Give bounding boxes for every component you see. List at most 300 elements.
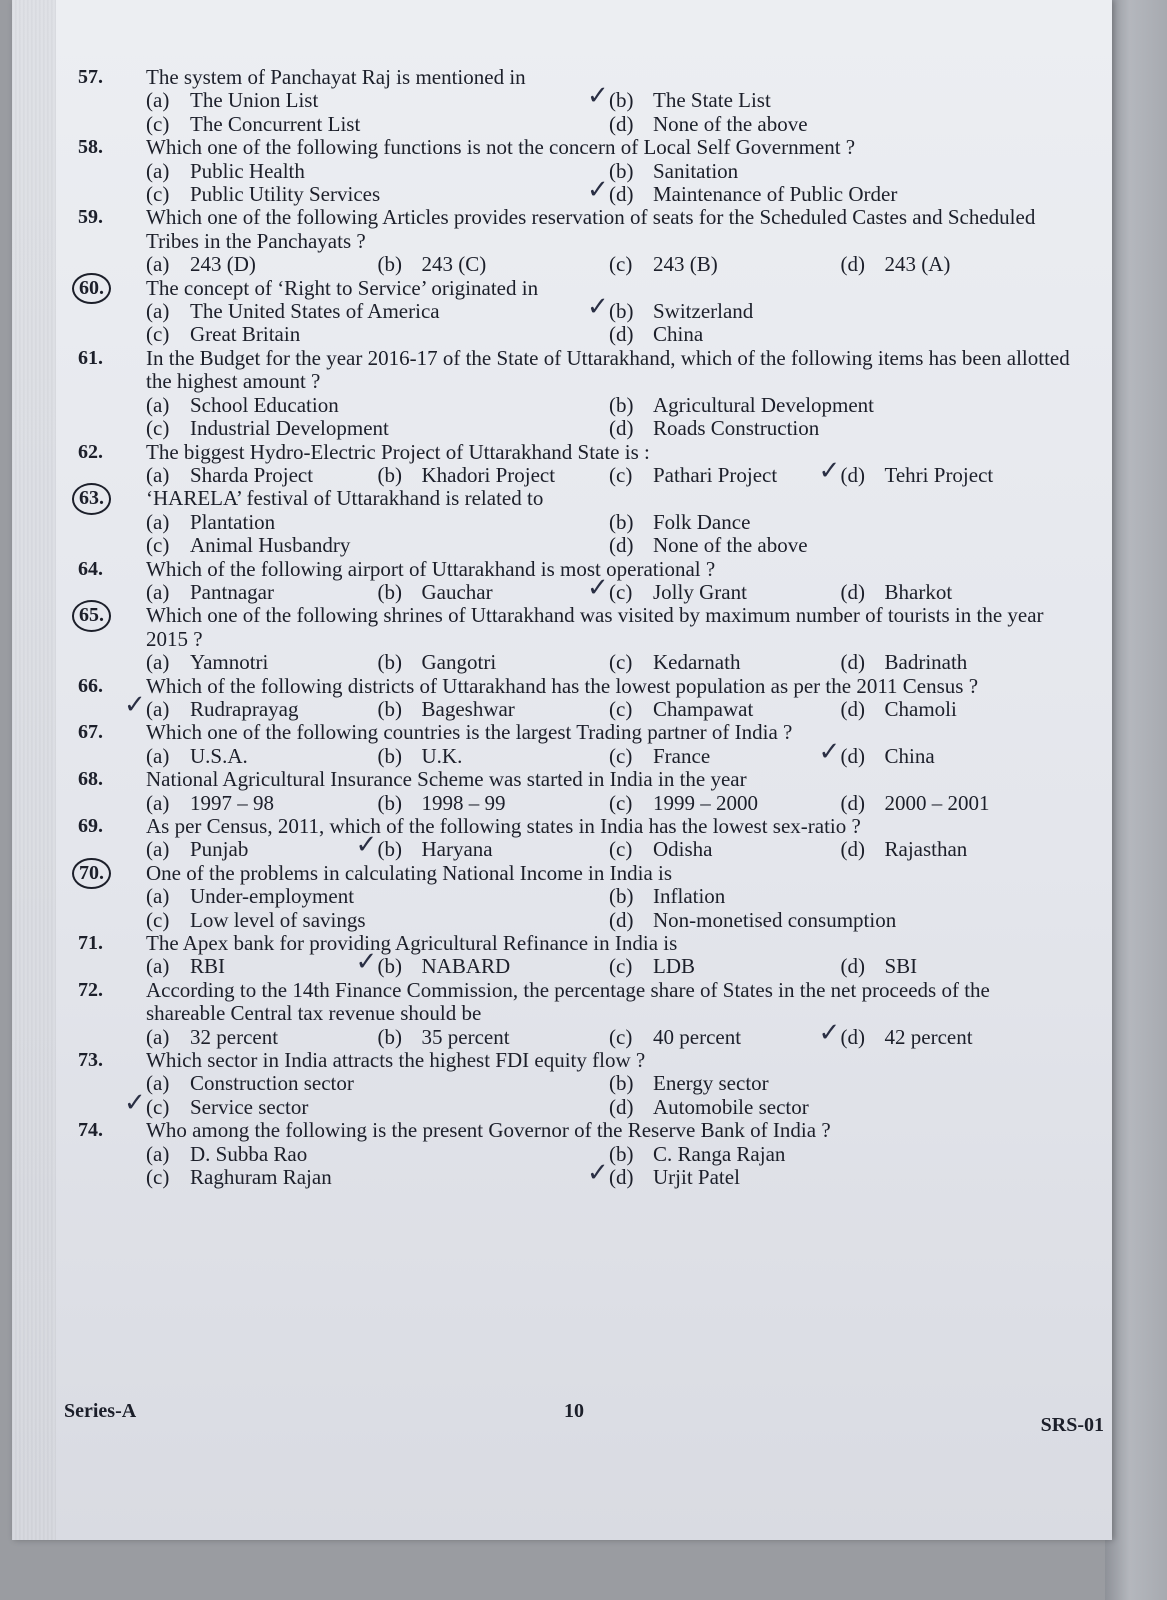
question-text: Who among the following is the present Governor of the Reserve Bank of India ?	[146, 1118, 831, 1143]
question-item	[72, 66, 1072, 136]
option-letter: (c)	[609, 696, 633, 721]
option-text: Animal Husbandry	[190, 533, 351, 558]
option-text: Construction sector	[190, 1071, 354, 1096]
option-text: Punjab	[190, 837, 249, 862]
check-mark-icon: ✓	[818, 455, 841, 486]
question-item	[72, 604, 1072, 674]
question-text: In the Budget for the year 2016-17 of the State of Uttarakhand, which of the following items has been allotted the highest amount ?	[146, 345, 1070, 394]
options-group	[146, 947, 1072, 979]
option-letter: (d)	[609, 182, 634, 207]
question-item	[72, 1049, 1072, 1119]
question-item	[72, 862, 1072, 932]
option-text: 2000 – 2001	[884, 790, 990, 815]
option-letter: (d)	[840, 743, 865, 768]
question-item	[72, 815, 1072, 862]
options-group	[146, 455, 1072, 487]
check-mark-icon: ✓	[587, 175, 609, 206]
question-number: 65.	[72, 600, 111, 631]
question-text: The concept of ‘Right to Service’ originated in	[146, 275, 539, 300]
option-letter: (b)	[377, 790, 402, 815]
answer-option	[609, 885, 1072, 908]
option-text: Great Britain	[190, 322, 301, 347]
options-group	[124, 1071, 1072, 1119]
answer-option	[146, 1072, 609, 1095]
option-text: Raghuram Rajan	[190, 1165, 332, 1190]
option-letter: (a)	[146, 509, 170, 534]
option-text: China	[884, 743, 935, 768]
answer-option	[841, 955, 1073, 978]
option-letter: (b)	[609, 158, 634, 183]
option-letter: (b)	[609, 1071, 634, 1096]
option-letter: (d)	[840, 790, 865, 815]
option-letter: (b)	[377, 252, 402, 277]
question-item	[72, 487, 1072, 557]
answer-option	[146, 1143, 609, 1166]
question-item	[72, 558, 1072, 605]
option-text: Gauchar	[421, 579, 493, 604]
option-text: Yamnotri	[190, 650, 269, 675]
option-letter: (d)	[840, 696, 865, 721]
option-text: Chamoli	[884, 696, 957, 721]
question-text: National Agricultural Insurance Scheme was started in India in the year	[146, 767, 747, 792]
option-letter: (c)	[146, 1094, 170, 1119]
option-letter: (a)	[146, 158, 170, 183]
exam-page	[12, 0, 1112, 1540]
answer-option	[609, 394, 1072, 417]
options-group	[146, 885, 1072, 932]
answer-option	[587, 572, 841, 604]
question-text: Which one of the following shrines of Uttarakhand was visited by maximum number of tourists in the year 2015 ?	[146, 603, 1044, 651]
question-number: 61.	[78, 346, 103, 369]
option-text: Public Health	[190, 158, 305, 183]
answer-option	[378, 1026, 610, 1049]
question-item	[72, 347, 1072, 441]
question-text: Which one of the following countries is the largest Trading partner of India ?	[146, 720, 793, 745]
option-text: The Union List	[190, 88, 319, 113]
answer-option	[841, 838, 1073, 861]
check-mark-icon: ✓	[587, 572, 609, 603]
option-letter: (c)	[609, 954, 633, 979]
options-group	[146, 511, 1072, 558]
option-text: Plantation	[190, 509, 276, 534]
answer-option	[609, 464, 841, 487]
question-item	[72, 675, 1072, 722]
answer-option	[146, 792, 378, 815]
option-text: NABARD	[421, 954, 511, 979]
answer-option	[378, 792, 610, 815]
answer-option	[587, 1158, 1072, 1190]
answer-option	[146, 300, 609, 323]
option-text: Jolly Grant	[653, 579, 747, 604]
option-text: Bharkot	[884, 579, 953, 604]
option-text: Folk Dance	[653, 509, 751, 534]
question-number: 64.	[78, 557, 103, 580]
question-text: As per Census, 2011, which of the following states in India has the lowest sex-ratio ?	[146, 814, 861, 838]
option-letter: (b)	[377, 743, 402, 768]
answer-option	[124, 689, 378, 721]
answer-option	[609, 909, 1072, 932]
question-item	[72, 277, 1072, 347]
option-text: Switzerland	[653, 299, 754, 324]
answer-option	[587, 175, 1072, 207]
option-letter: (d)	[840, 837, 865, 862]
option-letter: (a)	[146, 88, 170, 113]
answer-option	[378, 651, 610, 674]
question-item	[72, 441, 1072, 488]
answer-option	[587, 292, 1072, 324]
option-text: Urjit Patel	[653, 1165, 740, 1190]
option-letter: (c)	[609, 790, 633, 815]
answer-option	[609, 323, 1072, 346]
question-item	[72, 1119, 1072, 1189]
option-letter: (a)	[146, 696, 170, 721]
answer-option	[841, 792, 1073, 815]
option-text: The Concurrent List	[190, 111, 361, 136]
option-text: School Education	[190, 392, 339, 417]
option-letter: (d)	[840, 579, 865, 604]
option-text: Under-employment	[190, 884, 355, 909]
option-text: None of the above	[653, 111, 808, 136]
answer-option	[378, 745, 610, 768]
option-letter: (a)	[146, 650, 170, 675]
option-text: Automobile sector	[653, 1094, 809, 1119]
option-text: 243 (B)	[653, 252, 718, 277]
options-group	[146, 253, 1072, 276]
option-letter: (a)	[146, 252, 170, 277]
question-text: Which of the following airport of Uttarakhand is most operational ?	[146, 556, 716, 581]
answer-option	[609, 1096, 1072, 1119]
question-text: One of the problems in calculating National Income in India is	[146, 860, 673, 885]
answer-option	[378, 464, 610, 487]
answer-option	[146, 394, 609, 417]
option-text: Pathari Project	[653, 462, 778, 487]
answer-option	[587, 81, 1072, 113]
option-letter: (d)	[840, 1024, 865, 1049]
answer-option	[609, 1026, 841, 1049]
option-text: Sanitation	[653, 158, 739, 183]
options-group	[146, 736, 1072, 768]
answer-option	[609, 113, 1072, 136]
check-mark-icon: ✓	[587, 292, 609, 323]
option-text: 35 percent	[421, 1024, 510, 1049]
option-letter: (a)	[146, 884, 170, 909]
question-number: 68.	[78, 768, 103, 791]
option-text: Gangotri	[421, 650, 497, 675]
option-letter: (a)	[146, 462, 170, 487]
option-letter: (c)	[609, 1024, 633, 1049]
series-label: Series-A	[64, 1400, 137, 1422]
option-letter: (a)	[146, 790, 170, 815]
option-text: Sharda Project	[190, 462, 314, 487]
check-mark-icon: ✓	[818, 1017, 841, 1048]
check-mark-icon: ✓	[355, 830, 378, 861]
check-mark-icon: ✓	[587, 1158, 609, 1189]
option-letter: (a)	[146, 1024, 170, 1049]
question-text: The biggest Hydro-Electric Project of Uttarakhand State is :	[146, 439, 650, 464]
options-group	[146, 292, 1072, 347]
option-letter: (c)	[609, 837, 633, 862]
answer-option	[378, 581, 610, 604]
question-number: 74.	[78, 1119, 103, 1142]
question-number: 60.	[72, 273, 111, 304]
question-number: 59.	[78, 206, 103, 229]
booklet-code: SRS-01	[1040, 1414, 1104, 1436]
options-group	[146, 830, 1072, 862]
question-text: Which sector in India attracts the highest FDI equity flow ?	[146, 1048, 646, 1073]
question-number: 70.	[72, 858, 111, 889]
question-text: ‘HARELA’ festival of Uttarakhand is related to	[146, 486, 544, 511]
answer-option	[146, 909, 609, 932]
option-letter: (c)	[609, 579, 633, 604]
option-letter: (b)	[609, 299, 634, 324]
option-text: Agricultural Development	[653, 392, 875, 417]
question-item	[72, 768, 1072, 815]
question-text: The system of Panchayat Raj is mentioned in	[146, 65, 526, 89]
answer-option	[378, 253, 610, 276]
option-text: Industrial Development	[190, 416, 389, 441]
answer-option	[146, 581, 378, 604]
option-text: C. Ranga Rajan	[653, 1141, 786, 1166]
question-item	[72, 136, 1072, 206]
option-letter: (b)	[377, 579, 402, 604]
question-number: 71.	[78, 932, 103, 955]
option-letter: (b)	[377, 696, 402, 721]
answer-option	[818, 455, 1073, 487]
question-text: Which of the following districts of Uttarakhand has the lowest population as per the 2011 Census ?	[146, 673, 979, 698]
option-letter: (c)	[146, 533, 170, 558]
question-number: 66.	[78, 674, 103, 697]
answer-option	[146, 323, 609, 346]
option-letter: (c)	[146, 182, 170, 207]
answer-option	[818, 736, 1073, 768]
option-text: 1999 – 2000	[653, 790, 758, 815]
page-number: 10	[564, 1400, 584, 1422]
answer-option	[609, 955, 841, 978]
option-text: Maintenance of Public Order	[653, 182, 898, 207]
question-number: 57.	[78, 66, 103, 88]
option-text: 1998 – 99	[421, 790, 506, 815]
option-text: None of the above	[653, 533, 808, 558]
option-letter: (d)	[609, 416, 634, 441]
options-group	[146, 394, 1072, 441]
check-mark-icon: ✓	[355, 947, 378, 978]
option-letter: (c)	[146, 322, 170, 347]
answer-option	[609, 651, 841, 674]
option-letter: (d)	[840, 252, 865, 277]
answer-option	[146, 511, 609, 534]
options-group	[124, 689, 1072, 721]
option-text: Champawat	[653, 696, 754, 721]
answer-option	[609, 1143, 1072, 1166]
option-letter: (a)	[146, 1141, 170, 1166]
option-text: Pantnagar	[190, 579, 274, 604]
answer-option	[355, 830, 610, 862]
answer-option	[146, 651, 378, 674]
answer-option	[609, 417, 1072, 440]
question-text: The Apex bank for providing Agricultural Refinance in India is	[146, 931, 678, 956]
question-list	[72, 66, 1072, 1190]
option-text: U.S.A.	[190, 743, 248, 768]
answer-option	[841, 698, 1073, 721]
answer-option	[378, 698, 610, 721]
answer-option	[609, 1072, 1072, 1095]
answer-option	[818, 1017, 1073, 1049]
answer-option	[609, 838, 841, 861]
option-text: Badrinath	[884, 650, 968, 675]
question-number: 69.	[78, 815, 103, 837]
question-text: Which one of the following Articles provides reservation of seats for the Scheduled Castes and Scheduled Tribes in the Panchayats ?	[146, 205, 1036, 253]
option-text: Kedarnath	[653, 650, 741, 675]
option-text: Roads Construction	[653, 416, 820, 441]
option-text: LDB	[653, 954, 695, 979]
option-text: U.K.	[421, 743, 463, 768]
answer-option	[124, 1087, 609, 1119]
option-text: 243 (A)	[884, 252, 951, 277]
option-letter: (c)	[146, 111, 170, 136]
answer-option	[355, 947, 610, 979]
question-number: 67.	[78, 721, 103, 744]
options-group	[146, 651, 1072, 674]
option-text: Service sector	[190, 1094, 309, 1119]
option-letter: (a)	[146, 579, 170, 604]
options-group	[146, 81, 1072, 136]
option-letter: (b)	[377, 837, 402, 862]
option-letter: (b)	[377, 954, 402, 979]
question-number: 63.	[72, 483, 111, 514]
answer-option	[609, 511, 1072, 534]
option-text: Khadori Project	[421, 462, 556, 487]
question-number: 73.	[78, 1049, 103, 1072]
option-letter: (c)	[609, 743, 633, 768]
option-letter: (b)	[609, 392, 634, 417]
option-letter: (b)	[377, 1024, 402, 1049]
option-text: Haryana	[421, 837, 493, 862]
answer-option	[146, 534, 609, 557]
answer-option	[146, 113, 609, 136]
option-text: Inflation	[653, 884, 726, 909]
option-text: The United States of America	[190, 299, 440, 324]
option-letter: (d)	[609, 322, 634, 347]
answer-option	[609, 698, 841, 721]
option-letter: (c)	[609, 462, 633, 487]
option-letter: (a)	[146, 299, 170, 324]
option-text: 243 (C)	[421, 252, 487, 277]
option-text: 243 (D)	[190, 252, 256, 277]
option-letter: (d)	[609, 1094, 634, 1119]
check-mark-icon: ✓	[818, 736, 841, 767]
answer-option	[146, 1166, 609, 1189]
question-number: 58.	[78, 136, 103, 159]
question-number: 72.	[78, 978, 103, 1001]
option-letter: (b)	[609, 509, 634, 534]
check-mark-icon: ✓	[587, 81, 609, 112]
question-item	[72, 721, 1072, 768]
option-letter: (d)	[840, 462, 865, 487]
question-text: Which one of the following functions is not the concern of Local Self Government ?	[146, 135, 856, 160]
answer-option	[146, 417, 609, 440]
option-letter: (b)	[377, 650, 402, 675]
option-text: France	[653, 743, 711, 768]
option-letter: (c)	[146, 907, 170, 932]
option-letter: (c)	[609, 252, 633, 277]
answer-option	[146, 160, 609, 183]
answer-option	[146, 885, 609, 908]
page-stack-edge	[12, 0, 56, 1540]
answer-option	[146, 89, 609, 112]
option-text: 40 percent	[653, 1024, 742, 1049]
option-text: Rudraprayag	[190, 696, 299, 721]
option-letter: (b)	[609, 1141, 634, 1166]
option-letter: (b)	[609, 884, 634, 909]
option-letter: (c)	[146, 1165, 170, 1190]
option-letter: (d)	[609, 111, 634, 136]
options-group	[146, 792, 1072, 815]
answer-option	[609, 160, 1072, 183]
question-item	[72, 206, 1072, 276]
option-text: The State List	[653, 88, 771, 113]
option-text: D. Subba Rao	[190, 1141, 308, 1166]
option-letter: (d)	[840, 650, 865, 675]
option-text: Public Utility Services	[190, 182, 381, 207]
answer-option	[841, 253, 1073, 276]
answer-option	[609, 792, 841, 815]
option-text: Energy sector	[653, 1071, 769, 1096]
answer-option	[146, 838, 378, 861]
answer-option	[146, 464, 378, 487]
option-text: Low level of savings	[190, 907, 366, 932]
option-text: Tehri Project	[884, 462, 994, 487]
option-letter: (a)	[146, 1071, 170, 1096]
option-text: 1997 – 98	[190, 790, 274, 815]
question-item	[72, 979, 1072, 1049]
option-letter: (a)	[146, 837, 170, 862]
option-text: Rajasthan	[884, 837, 968, 862]
check-mark-icon: ✓	[124, 689, 146, 720]
answer-option	[841, 581, 1073, 604]
adjacent-page-edge	[1105, 0, 1167, 1600]
options-group	[146, 572, 1072, 604]
option-letter: (b)	[609, 88, 634, 113]
option-letter: (a)	[146, 954, 170, 979]
answer-option	[146, 1026, 378, 1049]
answer-option	[609, 745, 841, 768]
option-text: China	[653, 322, 704, 347]
option-letter: (d)	[609, 907, 634, 932]
option-text: SBI	[884, 954, 918, 979]
option-letter: (b)	[377, 462, 402, 487]
question-number: 62.	[78, 440, 103, 463]
answer-option	[841, 651, 1073, 674]
options-group	[146, 1017, 1072, 1049]
answer-option	[609, 253, 841, 276]
option-text: 32 percent	[190, 1024, 279, 1049]
option-letter: (a)	[146, 743, 170, 768]
question-item	[72, 932, 1072, 979]
option-text: Non-monetised consumption	[653, 907, 897, 932]
option-text: 42 percent	[884, 1024, 973, 1049]
answer-option	[146, 253, 378, 276]
option-text: Odisha	[653, 837, 713, 862]
answer-option	[146, 745, 378, 768]
check-mark-icon: ✓	[124, 1087, 146, 1118]
answer-option	[146, 955, 378, 978]
question-text: According to the 14th Finance Commission, the percentage share of States in the net proceeds of the shareable Central tax revenue should be	[146, 977, 990, 1026]
option-letter: (a)	[146, 392, 170, 417]
options-group	[146, 1143, 1072, 1190]
option-letter: (d)	[609, 533, 634, 558]
option-letter: (d)	[840, 954, 865, 979]
options-group	[146, 160, 1072, 207]
